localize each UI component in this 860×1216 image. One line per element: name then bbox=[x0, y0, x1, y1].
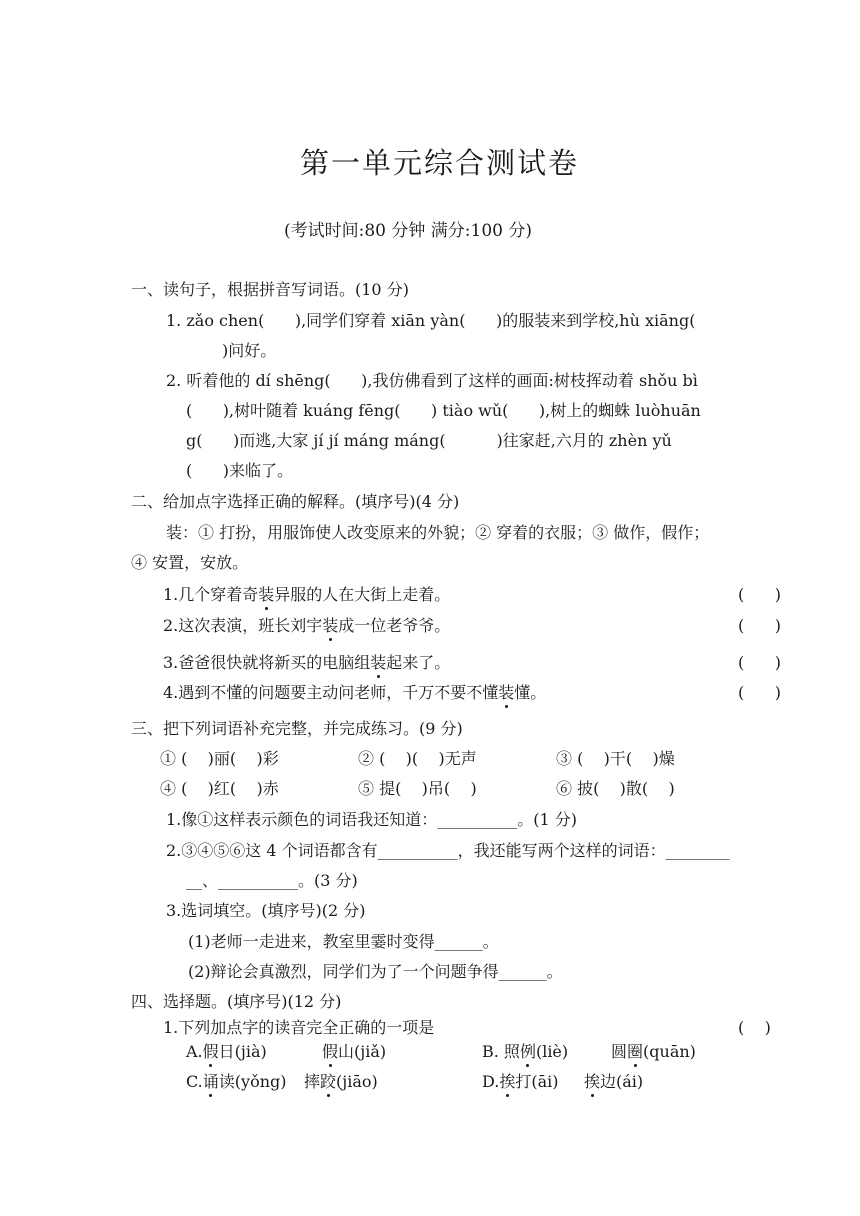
dotted-char: 装 bbox=[258, 585, 275, 604]
section-4-heading: 四、选择题。(填序号)(12 分) bbox=[131, 992, 342, 1011]
s4-option-d1: D.挨打(āi) bbox=[482, 1072, 559, 1091]
s1-q1-line2: )问好。 bbox=[222, 341, 277, 360]
answer-paren: ( ) bbox=[738, 683, 781, 702]
answer-paren: ( ) bbox=[738, 1018, 771, 1037]
dotted-char: 装 bbox=[498, 683, 515, 702]
s1-q2-line4: ( )来临了。 bbox=[186, 461, 294, 480]
s2-item-4: 4.遇到不懂的问题要主动问老师，千万不要不懂装懂。 bbox=[163, 683, 547, 702]
section-2-heading: 二、给加点字选择正确的解释。(填序号)(4 分) bbox=[131, 492, 460, 511]
dotted-char: 跤 bbox=[320, 1072, 337, 1091]
dotted-char: 装 bbox=[322, 616, 339, 635]
s4-option-a1: A.假日(jià) bbox=[186, 1042, 267, 1061]
s3-q3-a: (1)老师一走进来，教室里霎时变得______。 bbox=[188, 932, 499, 951]
s2-item-1: 1.几个穿着奇装异服的人在大街上走着。 bbox=[163, 585, 451, 604]
dotted-char: 挨 bbox=[499, 1072, 516, 1091]
section-1-heading: 一、读句子，根据拼音写词语。(10 分) bbox=[131, 280, 409, 299]
s1-q2-line2: ( ),树叶随着 kuáng fēng( ) tiào wǔ( ),树上的蜘蛛 luòhuān bbox=[186, 401, 701, 420]
s3-q3: 3.选词填空。(填序号)(2 分) bbox=[166, 901, 366, 920]
s4-option-d2: 挨边(ái) bbox=[584, 1072, 644, 1091]
dotted-char: 挨 bbox=[584, 1072, 601, 1091]
dotted-char: 圈 bbox=[627, 1042, 644, 1061]
s2-item-2: 2.这次表演，班长刘宇装成一位老爷爷。 bbox=[163, 616, 451, 635]
s4-option-c1: C.诵读(yǒng) bbox=[186, 1072, 287, 1091]
s3-word-2: ② ( )( )无声 bbox=[358, 749, 477, 768]
answer-paren: ( ) bbox=[738, 653, 781, 672]
s3-q2-line2: __、__________。(3 分) bbox=[186, 871, 358, 890]
s3-word-6: ⑥ 披( )散( ) bbox=[556, 779, 675, 798]
s3-q3-b: (2)辩论会真激烈，同学们为了一个问题争得______。 bbox=[188, 962, 563, 981]
exam-info: (考试时间:80 分钟 满分:100 分) bbox=[284, 221, 533, 241]
s3-word-1: ① ( )丽( )彩 bbox=[160, 749, 279, 768]
s1-q2-line3: g( )而逃,大家 jí jí máng máng( )往家赶,六月的 zhèn yǔ bbox=[186, 431, 672, 450]
s1-q2-line1: 2. 听着他的 dí shēng( ),我仿佛看到了这样的画面:树枝挥动着 shǒu bì bbox=[166, 371, 698, 390]
s4-option-c2: 摔跤(jiāo) bbox=[304, 1072, 378, 1091]
s4-option-b1: B. 照例(liè) bbox=[482, 1042, 569, 1061]
s4-option-a2: 假山(jiǎ) bbox=[322, 1042, 387, 1061]
dotted-char: 例 bbox=[519, 1042, 536, 1061]
dotted-char: 假 bbox=[322, 1042, 339, 1061]
s3-q1: 1.像①这样表示颜色的词语我还知道：__________。(1 分) bbox=[166, 810, 578, 829]
s2-definition-line1: 装：① 打扮，用服饰使人改变原来的外貌；② 穿着的衣服；③ 做作，假作； bbox=[166, 523, 710, 542]
page-title: 第一单元综合测试卷 bbox=[300, 146, 580, 180]
s4-q1: 1.下列加点字的读音完全正确的一项是 bbox=[163, 1018, 435, 1037]
s2-definition-line2: ④ 安置，安放。 bbox=[131, 553, 249, 572]
dotted-char: 诵 bbox=[202, 1072, 219, 1091]
answer-paren: ( ) bbox=[738, 585, 781, 604]
s3-word-4: ④ ( )红( )赤 bbox=[160, 779, 279, 798]
s1-q1-line1: 1. zǎo chen( ),同学们穿着 xiān yàn( )的服装来到学校,hù xiāng( bbox=[166, 311, 696, 330]
dotted-char: 装 bbox=[370, 653, 387, 672]
s2-item-3: 3.爸爸很快就将新买的电脑组装起来了。 bbox=[163, 653, 451, 672]
s3-q2-line1: 2.③④⑤⑥这 4 个词语都含有__________，我还能写两个这样的词语：________ bbox=[166, 841, 730, 860]
s4-option-b2: 圆圈(quān) bbox=[611, 1042, 696, 1061]
section-3-heading: 三、把下列词语补充完整，并完成练习。(9 分) bbox=[131, 719, 463, 738]
dotted-char: 假 bbox=[202, 1042, 219, 1061]
answer-paren: ( ) bbox=[738, 616, 781, 635]
s3-word-5: ⑤ 提( )吊( ) bbox=[358, 779, 477, 798]
s3-word-3: ③ ( )干( )燥 bbox=[556, 749, 675, 768]
